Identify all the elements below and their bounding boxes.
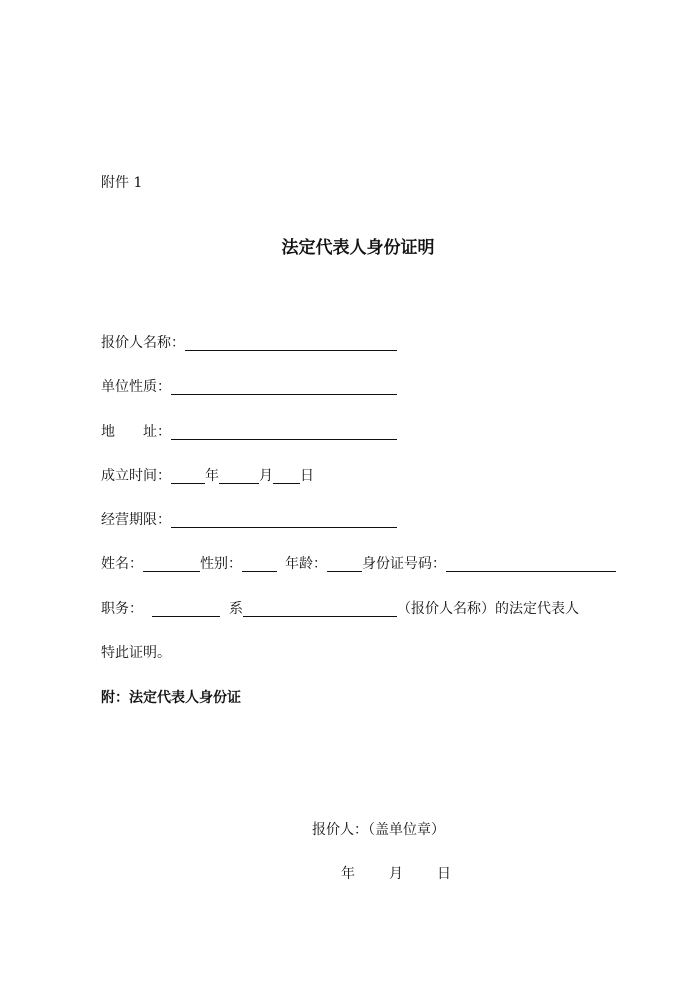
established-row [101,466,314,486]
established-day-label: 日 [300,468,314,484]
position-row [101,599,579,619]
certify-row [101,643,171,663]
position-blank[interactable] [152,601,220,617]
position-label: 职务： [101,601,143,617]
attachment-note: 附：法定代表人身份证 [101,690,241,706]
unit-nature-label: 单位性质： [101,379,171,395]
address-label-second: 址： [143,424,171,440]
is-of-label: 系 [229,601,243,617]
signature-day: 日 [437,866,451,882]
age-label: 年龄： [285,556,327,572]
name-blank[interactable] [143,556,200,572]
gender-label: 性别： [200,556,242,572]
signature-month: 月 [389,866,403,882]
address-row [101,422,397,442]
address-blank[interactable] [171,424,397,440]
business-term-label: 经营期限： [101,512,171,528]
certify-text: 特此证明。 [101,645,171,661]
unit-nature-row [101,377,397,397]
attachment-label: 附件 1 [101,175,143,191]
id-number-label: 身份证号码： [362,556,446,572]
established-label: 成立时间： [101,468,171,484]
id-number-blank[interactable] [446,556,616,572]
address-label-first: 地 [101,424,115,440]
document-title: 法定代表人身份证明 [281,238,435,258]
gender-blank[interactable] [242,556,277,572]
established-month-label: 月 [259,468,273,484]
age-blank[interactable] [327,556,362,572]
signature-date-row [341,864,451,884]
bidder-name-row [101,333,397,353]
business-term-blank[interactable] [171,512,397,528]
person-row [101,554,616,574]
established-year-label: 年 [205,468,219,484]
bidder-name-inline-blank[interactable] [243,601,397,617]
legal-representative-suffix: （报价人名称）的法定代表人 [397,601,579,617]
bidder-name-blank[interactable] [185,335,397,351]
name-label: 姓名： [101,556,143,572]
established-year-blank[interactable] [171,468,205,484]
established-month-blank[interactable] [219,468,259,484]
bidder-name-label: 报价人名称： [101,335,185,351]
attachment-note-row [101,688,241,708]
signature-bidder-label: 报价人：（盖单位章） [312,822,445,838]
business-term-row [101,510,397,530]
signature-year: 年 [341,866,355,882]
unit-nature-blank[interactable] [171,379,397,395]
established-day-blank[interactable] [273,468,300,484]
signature-row [312,820,445,840]
